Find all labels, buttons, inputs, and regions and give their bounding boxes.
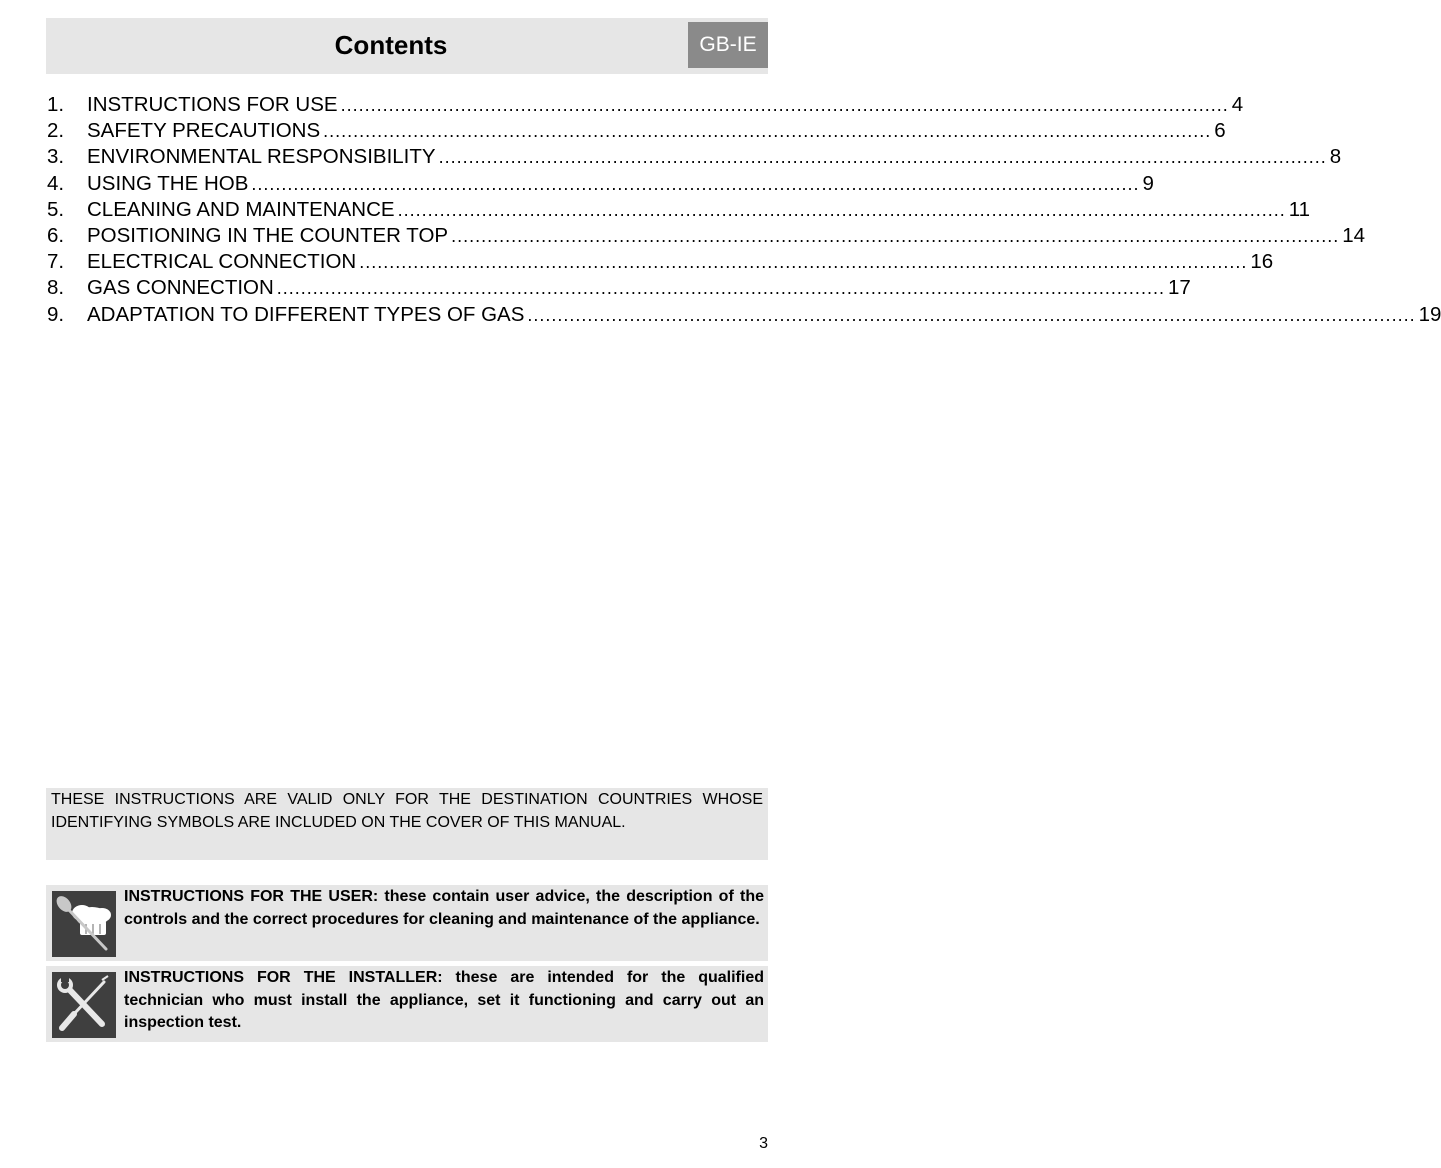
toc-entry-number: 6. [47, 223, 65, 247]
toc-entry-number: 9. [47, 302, 65, 326]
region-badge: GB-IE [688, 22, 768, 68]
toc-entry-page: 9 [1142, 171, 1154, 195]
page-header [46, 18, 768, 74]
toc-entry[interactable] [47, 118, 1226, 144]
toc-entry-number: 1. [47, 93, 65, 116]
toc-entry-title: POSITIONING IN THE COUNTER TOP [87, 223, 449, 247]
toc-entry-page: 11 [1288, 197, 1310, 221]
validity-notice-text: THESE INSTRUCTIONS ARE VALID ONLY FOR THE DESTINATION COUNTRIES WHOSE IDENTIFYING SYMBOLS ARE INCLUDED ON THE COVER OF THIS MANUAL. [51, 791, 763, 831]
toc-entry[interactable] [47, 92, 1244, 118]
toc-entry-number: 7. [47, 250, 65, 274]
toc-entry-title: CLEANING AND MAINTENANCE [87, 197, 395, 221]
toc-entry-page: 16 [1250, 250, 1274, 274]
toc-entry-number: 4. [47, 171, 65, 195]
toc-entry[interactable] [47, 249, 1274, 275]
user-instructions-box [46, 885, 768, 961]
toc-entry[interactable] [47, 197, 1310, 223]
toc-entry-title: ELECTRICAL CONNECTION [87, 250, 357, 274]
toc-leader-dots: .................................................................................................................................................... [323, 121, 1212, 142]
toc-entry-page: 17 [1167, 276, 1191, 300]
toc-entry-number: 5. [47, 197, 65, 221]
toc-leader-dots: .................................................................................................................................................... [451, 225, 1340, 246]
wrench-screwdriver-icon [52, 972, 116, 1038]
page-number: 3 [759, 1135, 768, 1152]
toc-entry[interactable] [47, 302, 1441, 328]
toc-leader-dots: .................................................................................................................................................... [527, 304, 1416, 325]
toc-leader-dots: .................................................................................................................................................... [397, 199, 1286, 220]
toc-leader-dots: .................................................................................................................................................... [276, 278, 1165, 299]
user-instructions-text: INSTRUCTIONS FOR THE USER: these contain user advice, the description of the controls and the correct procedures for cleaning and maintenance of the appliance. [124, 888, 764, 928]
toc-leader-dots: .................................................................................................................................................... [359, 252, 1248, 273]
toc-entry-number: 8. [47, 276, 65, 300]
table-of-contents [47, 92, 1441, 328]
toc-entry-number: 2. [47, 119, 65, 143]
installer-instructions-box [46, 966, 768, 1042]
toc-entry-page: 8 [1329, 145, 1342, 169]
toc-entry-page: 6 [1214, 119, 1226, 143]
validity-notice [46, 788, 768, 860]
toc-leader-dots: .................................................................................................................................................... [438, 147, 1327, 168]
chef-hat-spoon-icon [52, 891, 116, 957]
toc-entry-title: ADAPTATION TO DIFFERENT TYPES OF GAS [87, 302, 525, 326]
toc-entry-number: 3. [47, 145, 65, 169]
toc-entry-title: INSTRUCTIONS FOR USE [87, 93, 338, 116]
toc-entry[interactable] [47, 144, 1342, 170]
toc-entry-title: USING THE HOB [87, 171, 249, 195]
toc-leader-dots: .................................................................................................................................................... [251, 173, 1140, 194]
toc-entry-page: 14 [1342, 223, 1366, 247]
toc-leader-dots: .................................................................................................................................................... [340, 95, 1229, 115]
toc-entry-title: SAFETY PRECAUTIONS [87, 119, 321, 143]
toc-entry[interactable] [47, 171, 1154, 197]
toc-entry-title: ENVIRONMENTAL RESPONSIBILITY [87, 145, 436, 169]
toc-entry[interactable] [47, 223, 1366, 249]
toc-entry[interactable] [47, 275, 1191, 301]
toc-entry-page: 19 [1418, 302, 1441, 326]
toc-entry-page: 4 [1231, 93, 1244, 116]
page-title: Contents [334, 30, 448, 60]
installer-instructions-text: INSTRUCTIONS FOR THE INSTALLER: these are intended for the qualified technician who must install the appliance, set it functioning and carry out an inspection test. [124, 969, 764, 1031]
toc-entry-title: GAS CONNECTION [87, 276, 274, 300]
